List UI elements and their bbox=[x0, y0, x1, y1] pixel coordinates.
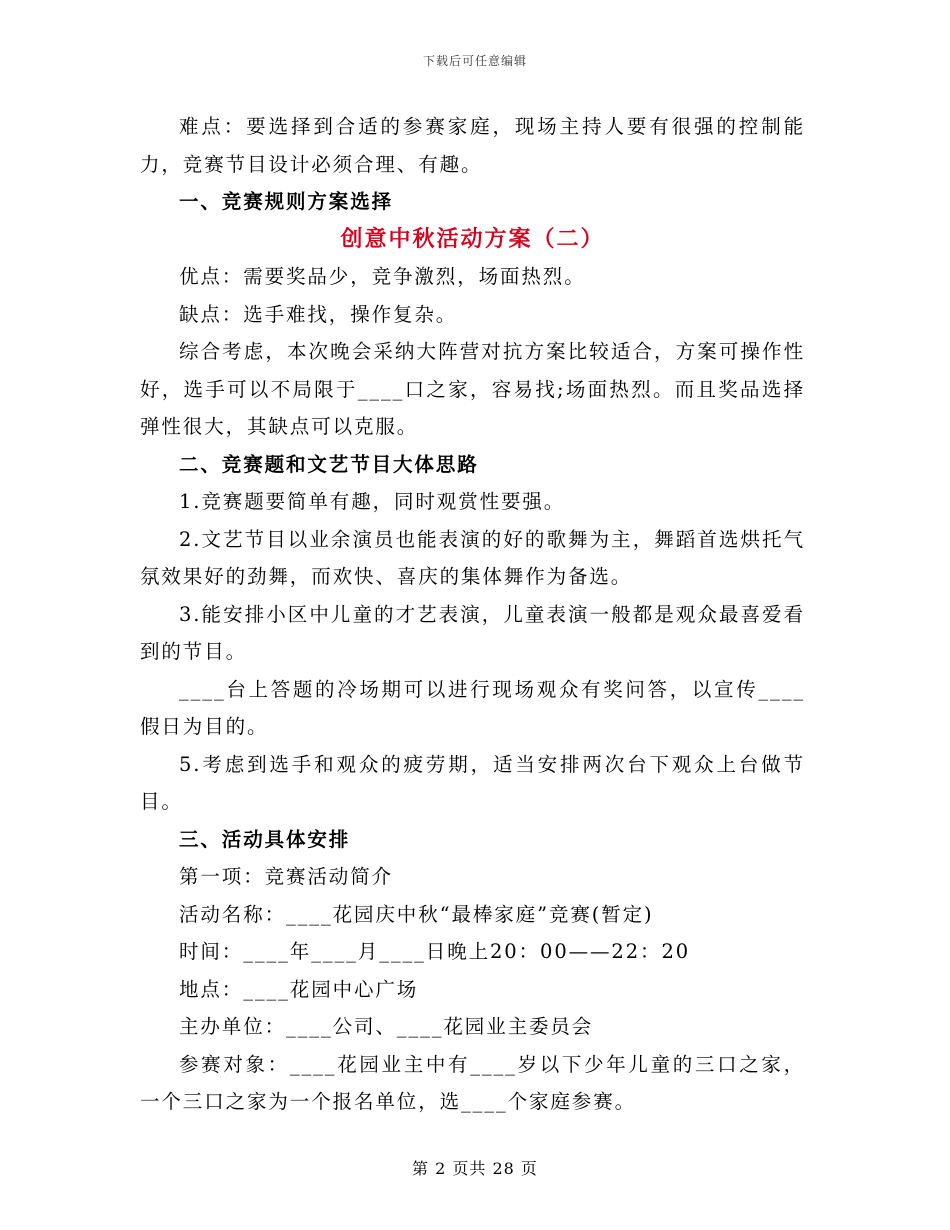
section-heading-ideas: 二、竞赛题和文艺节目大体思路 bbox=[179, 452, 479, 476]
paragraph-location: 地点：____花园中心广场 bbox=[179, 977, 419, 1001]
list-item-3: 3.能安排小区中儿童的才艺表演，儿童表演一般都是观众最喜爱看到的节目。 bbox=[140, 602, 805, 663]
paragraph-organizer: 主办单位：____公司、____花园业主委员会 bbox=[179, 1015, 594, 1038]
paragraph-disadvantages: 缺点：选手难找，操作复杂。 bbox=[179, 302, 458, 326]
paragraph-conclusion: 综合考虑，本次晚会采纳大阵营对抗方案比较适合，方案可操作性好，选手可以不局限于____口之家，容易找;场面热烈。而且奖品选择弹性很大，其缺点可以克服。 bbox=[140, 340, 805, 438]
paragraph-item-one: 第一项：竞赛活动简介 bbox=[179, 865, 394, 888]
list-item-2: 2.文艺节目以业余演员也能表演的好的歌舞为主，舞蹈首选烘托气氛效果好的劲舞，而欢快、喜庆的集体舞作为备选。 bbox=[140, 527, 805, 588]
paragraph-time: 时间：____年____月____日晚上20：00——22：20 bbox=[179, 940, 691, 963]
paragraph-activity-name: 活动名称：____花园庆中秋“最棒家庭”竞赛(暂定) bbox=[179, 902, 654, 926]
paragraph-participants: 参赛对象：____花园业主中有____岁以下少年儿童的三口之家，一个三口之家为一个报名单位，选____个家庭参赛。 bbox=[140, 1052, 805, 1113]
document-body bbox=[140, 108, 805, 1121]
list-item-5: 5.考虑到选手和观众的疲劳期，适当安排两次台下观众上台做节目。 bbox=[140, 752, 805, 813]
list-item-1: 1.竞赛题要简单有趣，同时观赏性要强。 bbox=[179, 490, 566, 513]
page-number-footer: 第 2 页共 28 页 bbox=[412, 1159, 538, 1178]
paragraph-advantages: 优点：需要奖品少，竞争激烈，场面热烈。 bbox=[179, 265, 586, 288]
page-header-note: 下载后可任意编辑 bbox=[422, 54, 527, 68]
paragraph-difficulty: 难点：要选择到合适的参赛家庭，现场主持人要有很强的控制能力，竞赛节目设计必须合理、有趣。 bbox=[140, 115, 805, 176]
section-heading-arrangement: 三、活动具体安排 bbox=[179, 827, 351, 851]
list-item-4: ____台上答题的冷场期可以进行现场观众有奖问答，以宣传____假日为目的。 bbox=[140, 677, 805, 738]
section-heading-rules: 一、竞赛规则方案选择 bbox=[179, 190, 394, 213]
document-title: 创意中秋活动方案（二） bbox=[340, 225, 605, 252]
